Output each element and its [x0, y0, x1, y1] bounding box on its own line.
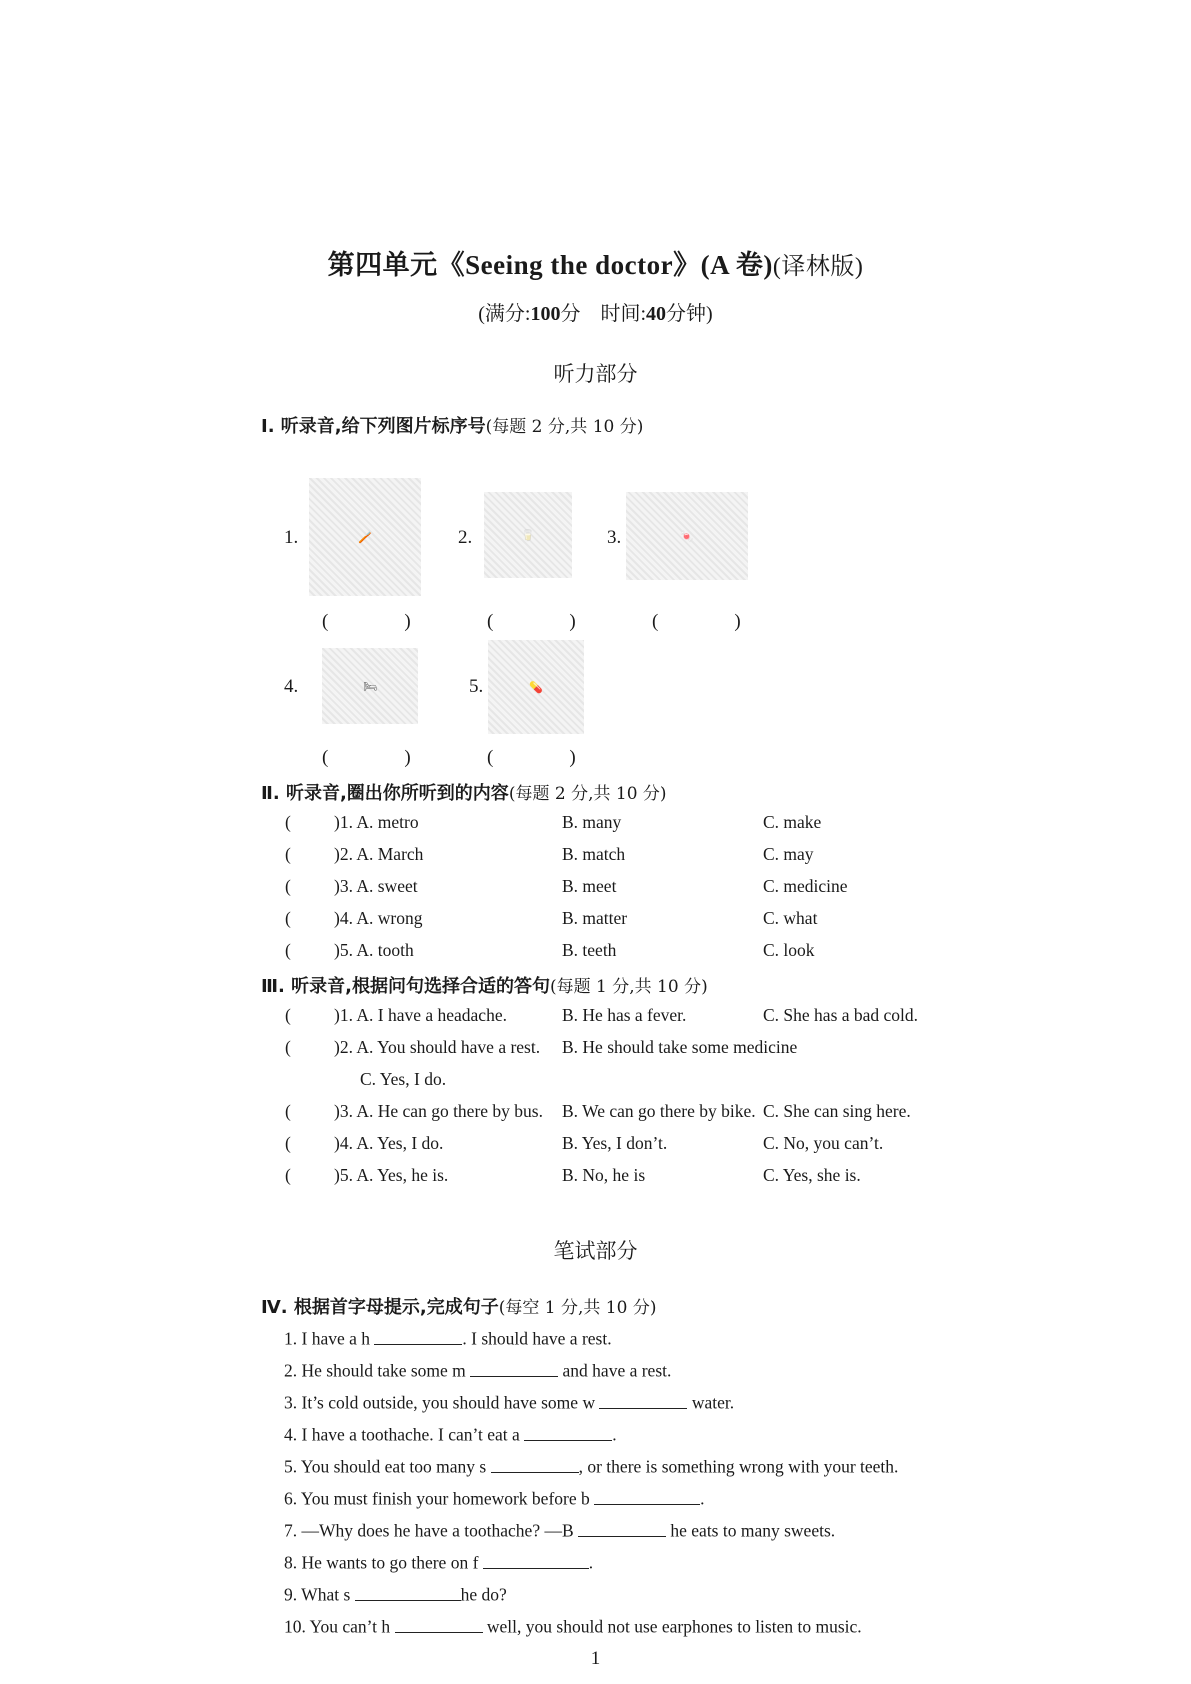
- picture-5-answer[interactable]: ( ): [487, 747, 576, 768]
- s2-q4-paren[interactable]: (: [285, 908, 291, 928]
- s4-item-10-text: 10. You can’t h: [284, 1616, 391, 1637]
- picture-3-number: 3.: [607, 527, 622, 548]
- s4-item-9-text: 9. What s: [284, 1584, 351, 1605]
- s2-q2-paren[interactable]: (: [285, 844, 291, 864]
- s4-item-7-tail: he eats to many sweets.: [666, 1520, 836, 1541]
- picture-5-number: 5.: [469, 676, 484, 697]
- s3-q2-option-b: B. He should take some medicine: [562, 1037, 798, 1057]
- candy-icon: 🍬: [680, 529, 694, 543]
- s3-q1-option-b: B. He has a fever.: [562, 1005, 687, 1025]
- s3-q3-option-c: C. She can sing here.: [763, 1101, 911, 1121]
- glass-icon: 🥛: [521, 528, 535, 542]
- s3-q3-paren[interactable]: (: [285, 1101, 291, 1121]
- title-edition: (译林版): [772, 254, 864, 280]
- s4-item-5-tail: , or there is something wrong with your teeth.: [578, 1456, 899, 1477]
- s4-item-8-blank[interactable]: [483, 1550, 589, 1569]
- s4-item-10-blank[interactable]: [395, 1614, 483, 1633]
- s4-item-8-tail: .: [588, 1552, 594, 1573]
- picture-3-image: [626, 492, 748, 580]
- s2-q5-option-b: B. teeth: [562, 940, 617, 960]
- s2-q3-option-b: B. meet: [562, 876, 617, 896]
- s4-item-3: [284, 1390, 734, 1414]
- toothbrush-icon: 🪥: [358, 530, 372, 544]
- section-3-heading: [261, 972, 708, 998]
- s4-item-1-text: 1. I have a h: [284, 1328, 371, 1349]
- section-1-note: (每题 2 分,共 10 分): [485, 417, 644, 437]
- s2-q1-option-b: B. many: [562, 812, 622, 832]
- s2-q3-paren[interactable]: (: [285, 876, 291, 896]
- s3-q1-paren[interactable]: (: [285, 1005, 291, 1025]
- s4-item-7-blank[interactable]: [578, 1518, 666, 1537]
- s4-item-6: [284, 1486, 705, 1510]
- exam-info: [0, 297, 1191, 326]
- section-4-note: (每空 1 分,共 10 分): [498, 1298, 657, 1318]
- s2-q3-option-a: )3. A. sweet: [334, 876, 418, 896]
- s4-item-5-blank[interactable]: [491, 1454, 579, 1473]
- s3-q4-option-b: B. Yes, I don’t.: [562, 1133, 668, 1153]
- s2-q1-paren[interactable]: (: [285, 812, 291, 832]
- section-4-label: Ⅳ. 根据首字母提示,完成句子: [261, 1297, 499, 1318]
- s4-item-10-tail: well, you should not use earphones to listen to music.: [482, 1616, 862, 1637]
- page-number: 1: [590, 1648, 601, 1669]
- s3-q3-option-b: B. We can go there by bike.: [562, 1101, 756, 1121]
- s4-item-10: [284, 1614, 862, 1638]
- s2-q1-option-a: )1. A. metro: [334, 812, 419, 832]
- time-unit: 分钟): [666, 303, 713, 325]
- section-1-label: Ⅰ. 听录音,给下列图片标序号: [261, 416, 486, 437]
- s4-item-7-text: 7. —Why does he have a toothache? —B: [284, 1520, 574, 1541]
- s3-q2-option-c: C. Yes, I do.: [360, 1069, 447, 1089]
- s4-item-2-blank[interactable]: [470, 1358, 558, 1377]
- s4-item-6-tail: .: [700, 1488, 705, 1509]
- time-label: 分 时间:: [560, 303, 647, 325]
- score-label: (满分:: [478, 303, 531, 325]
- section-3-note: (每题 1 分,共 10 分): [549, 977, 708, 997]
- s3-q5-paren[interactable]: (: [285, 1165, 291, 1185]
- s3-q5-option-a: )5. A. Yes, he is.: [334, 1165, 449, 1185]
- listening-part-heading: 听力部分: [553, 362, 638, 386]
- s3-q1-option-a: )1. A. I have a headache.: [334, 1005, 507, 1025]
- s4-item-6-text: 6. You must finish your homework before b: [284, 1488, 590, 1509]
- s2-q5-option-a: )5. A. tooth: [334, 940, 414, 960]
- picture-2-answer[interactable]: ( ): [487, 611, 576, 632]
- s3-q1-option-c: C. She has a bad cold.: [763, 1005, 919, 1025]
- picture-1-number: 1.: [284, 527, 299, 548]
- s2-q4-option-c: C. what: [763, 908, 818, 928]
- s4-item-9: [284, 1582, 507, 1606]
- s4-item-1: [284, 1326, 612, 1350]
- s4-item-4-blank[interactable]: [524, 1422, 612, 1441]
- section-2-note: (每题 2 分,共 10 分): [508, 784, 667, 804]
- bed-icon: 🛏: [363, 679, 377, 693]
- s4-item-2-text: 2. He should take some m: [284, 1360, 466, 1381]
- picture-3-answer[interactable]: ( ): [652, 611, 741, 632]
- s3-q4-paren[interactable]: (: [285, 1133, 291, 1153]
- s4-item-5: [284, 1454, 898, 1478]
- s3-q3-option-a: )3. A. He can go there by bus.: [334, 1101, 543, 1121]
- s4-item-3-text: 3. It’s cold outside, you should have some w: [284, 1392, 596, 1413]
- s4-item-9-blank[interactable]: [355, 1582, 461, 1601]
- s2-q4-option-b: B. matter: [562, 908, 628, 928]
- s4-item-2: [284, 1358, 671, 1382]
- s4-item-4-tail: .: [612, 1424, 617, 1445]
- writing-part-heading: 笔试部分: [553, 1239, 638, 1263]
- s4-item-7: [284, 1518, 835, 1542]
- picture-4-answer[interactable]: ( ): [322, 747, 411, 768]
- section-1-heading: [261, 412, 643, 438]
- s2-q5-paren[interactable]: (: [285, 940, 291, 960]
- s2-q2-option-b: B. match: [562, 844, 626, 864]
- s2-q1-option-c: C. make: [763, 812, 822, 832]
- s3-q2-paren[interactable]: (: [285, 1037, 291, 1057]
- section-2-heading: [261, 779, 667, 805]
- s3-q4-option-a: )4. A. Yes, I do.: [334, 1133, 444, 1153]
- picture-1-image: [309, 478, 421, 596]
- picture-2-image: [484, 492, 572, 578]
- s2-q4-option-a: )4. A. wrong: [334, 908, 423, 928]
- s4-item-6-blank[interactable]: [594, 1486, 700, 1505]
- s4-item-8-text: 8. He wants to go there on f: [284, 1552, 479, 1573]
- s3-q5-option-c: C. Yes, she is.: [763, 1165, 861, 1185]
- picture-4-image: [322, 648, 418, 724]
- title-main: 第四单元《Seeing the doctor》(A 卷): [327, 250, 773, 280]
- s4-item-1-tail: . I should have a rest.: [462, 1328, 612, 1349]
- medicine-icon: 💊: [529, 680, 543, 694]
- s3-q4-option-c: C. No, you can’t.: [763, 1133, 884, 1153]
- s2-q2-option-a: )2. A. March: [334, 844, 424, 864]
- s4-item-3-blank[interactable]: [599, 1390, 687, 1409]
- s4-item-3-tail: water.: [687, 1392, 735, 1413]
- time-value: 40: [646, 303, 667, 325]
- s3-q2-option-a: )2. A. You should have a rest.: [334, 1037, 541, 1057]
- s4-item-4: [284, 1422, 617, 1446]
- s2-q5-option-c: C. look: [763, 940, 815, 960]
- page-title: [0, 243, 1191, 282]
- section-4-heading: [261, 1293, 656, 1319]
- section-3-label: Ⅲ. 听录音,根据问句选择合适的答句: [261, 976, 550, 997]
- s4-item-4-text: 4. I have a toothache. I can’t eat a: [284, 1424, 520, 1445]
- s2-q2-option-c: C. may: [763, 844, 814, 864]
- s4-item-8: [284, 1550, 593, 1574]
- s4-item-9-tail: he do?: [460, 1584, 507, 1605]
- picture-5-image: [488, 640, 584, 734]
- s4-item-1-blank[interactable]: [374, 1326, 462, 1345]
- section-2-label: Ⅱ. 听录音,圈出你所听到的内容: [261, 783, 509, 804]
- picture-4-number: 4.: [284, 676, 299, 697]
- s4-item-5-text: 5. You should eat too many s: [284, 1456, 487, 1477]
- s4-item-2-tail: and have a rest.: [558, 1360, 672, 1381]
- s2-q3-option-c: C. medicine: [763, 876, 848, 896]
- full-score: 100: [530, 303, 561, 325]
- picture-2-number: 2.: [458, 527, 473, 548]
- s3-q5-option-b: B. No, he is: [562, 1165, 646, 1185]
- picture-1-answer[interactable]: ( ): [322, 611, 411, 632]
